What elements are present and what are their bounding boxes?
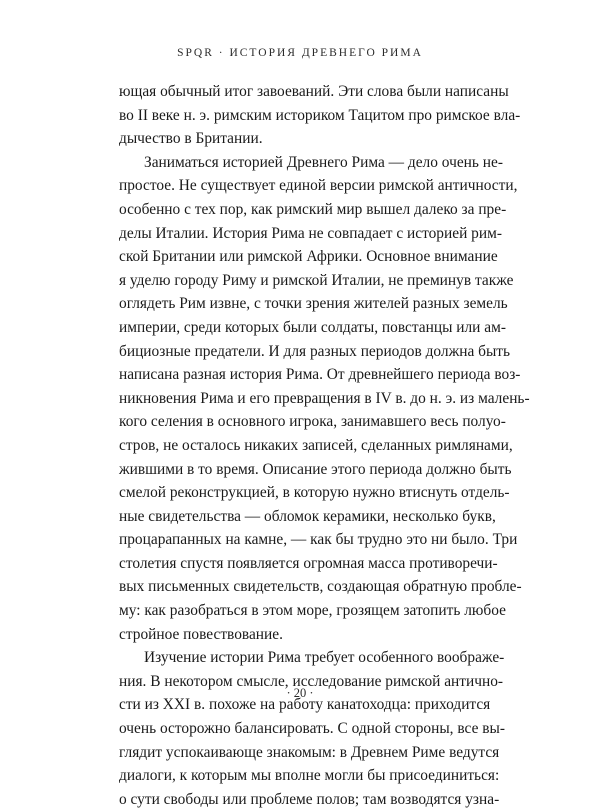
page-number: · 20 · xyxy=(286,686,314,700)
text-line: бициозные предатели. И для разных периодов должна быть xyxy=(119,342,511,360)
text-line: делы Италии. История Рима не совпадает с историей рим- xyxy=(119,224,502,242)
text-line: Изучение истории Рима требует особенного воображе- xyxy=(144,649,505,667)
text-line: ные свидетельства — обломок керамики, несколько букв, xyxy=(119,507,496,525)
text-line: процарапанных на камне, — как бы трудно это ни было. Три xyxy=(119,531,518,549)
text-line: смелой реконструкцией, в которую нужно втиснуть отдель- xyxy=(119,484,510,502)
text-line: во II веке н. э. римским историком Тацитом про римское вла- xyxy=(119,106,521,124)
text-line: диалоги, к которым мы вполне могли бы присоединиться: xyxy=(119,767,500,785)
text-line: стров, не осталось никаких записей, сделанных римлянами, xyxy=(119,436,513,454)
text-line: жившими в то время. Описание этого периода должно быть xyxy=(119,460,512,478)
text-line: стройное повествование. xyxy=(119,625,283,643)
text-line: империи, среди которых были солдаты, повстанцы или ам- xyxy=(119,318,506,336)
text-line: никновения Рима и его превращения в IV в. до н. э. из малень- xyxy=(119,389,530,407)
text-line: вых письменных свидетельств, создающая обратную пробле- xyxy=(119,578,522,596)
text-line: простое. Не существует единой версии римской античности, xyxy=(119,177,518,195)
body-text xyxy=(119,80,530,811)
text-line: оглядеть Рим извне, с точки зрения жителей разных земель xyxy=(119,295,508,313)
text-line: столетия спустя появляется огромная масса противоречи- xyxy=(119,554,498,572)
text-line: му: как разобраться в этом море, грозящем затопить любое xyxy=(119,602,506,620)
text-line: ющая обычный итог завоеваний. Эти слова были написаны xyxy=(119,83,509,100)
text-line: Заниматься историей Древнего Рима — дело очень не- xyxy=(144,153,503,171)
text-line: ния. В некотором смысле, исследование римской антично- xyxy=(119,672,504,690)
text-line: я уделю городу Риму и римской Италии, не преминув также xyxy=(119,271,514,289)
text-line: очень осторожно балансировать. С одной стороны, все вы- xyxy=(119,720,505,738)
text-line: особенно с тех пор, как римский мир вышел далеко за пре- xyxy=(119,200,507,218)
text-line: ской Британии или римской Африки. Основное внимание xyxy=(119,248,498,266)
running-header: SPQR · ИСТОРИЯ ДРЕВНЕГО РИМА xyxy=(177,47,423,59)
text-line: кого селения в основного игрока, занимавшего весь полуо- xyxy=(119,413,506,431)
text-line: глядит успокаивающе знакомым: в Древнем Риме ведутся xyxy=(119,743,500,761)
text-line: сти из XXI в. похоже на работу канатоходца: приходится xyxy=(119,696,491,714)
text-line: дычество в Британии. xyxy=(119,130,263,148)
text-line: о сути свободы или проблеме полов; там возводятся узна- xyxy=(119,790,500,808)
text-line: написана разная история Рима. От древнейшего периода воз- xyxy=(119,366,521,384)
